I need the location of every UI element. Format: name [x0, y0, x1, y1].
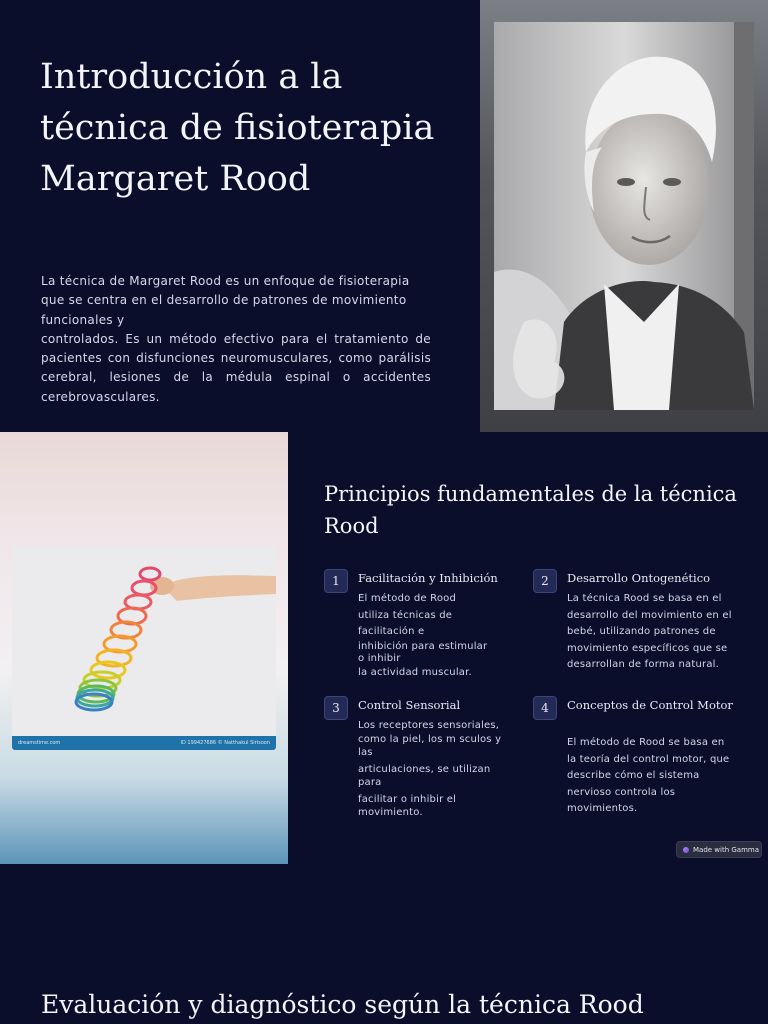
principle-description-part: Los receptores sensoriales, como la piel, los m sculos y las [358, 720, 502, 758]
principle-description-part: El método de Rood utiliza técnicas de facilitación e [358, 593, 457, 638]
slinky-illustration [12, 546, 276, 736]
slinky-image-panel [0, 432, 288, 864]
gamma-logo-icon [683, 847, 689, 853]
hero-description [41, 272, 431, 407]
principle-description-part: inhibición para estimular o inhibir [358, 640, 488, 664]
portrait-panel [480, 0, 768, 432]
principle-title: Conceptos de Control Motor [567, 698, 733, 712]
slinky-photo [12, 546, 276, 750]
principles-title: Principios fundamentales de la técnica Rood [324, 482, 737, 538]
principle-description-part: articulaciones, se utilizan para [358, 763, 491, 788]
made-with-gamma-badge[interactable] [676, 841, 762, 858]
principle-description-part: la actividad muscular. [358, 666, 472, 678]
portrait-illustration [494, 22, 754, 410]
principle-number: 3 [324, 696, 348, 720]
principle-description: La técnica Rood se basa en el desarrollo del movimiento en el bebé, utilizando patrones de movimiento específicos que se desarrollan de forma natural. [567, 593, 732, 671]
hero-description-paragraph-1: La técnica de Margaret Rood es un enfoque de fisioterapia que se centra en el desarrollo de patrones de movimiento funcionales y [41, 274, 410, 327]
watermark-left: dreamstime.com [18, 740, 61, 746]
principle-title: Facilitación y Inhibición [358, 571, 498, 585]
principle-description: El método de Rood se basa en la teoría del control motor, que describe cómo el sistema nervioso controla los movimientos. [567, 737, 730, 815]
principle-title: Control Sensorial [358, 698, 461, 712]
slinky-watermark-bar [12, 736, 276, 750]
evaluation-title: Evaluación y diagnóstico según la técnica Rood [41, 990, 644, 1019]
principle-description [358, 591, 488, 681]
hero-description-paragraph-2: controlados. Es un método efectivo para el tratamiento de pacientes con disfunciones neuromusculares, como parálisis cerebral, lesiones de la médula espinal o accidentes cerebrovasculares. [41, 331, 431, 404]
badge-label: Made with Gamma [693, 845, 760, 854]
principle-number: 4 [533, 696, 557, 720]
principle-number: 2 [533, 569, 557, 593]
principle-number: 1 [324, 569, 348, 593]
hero-title: Introducción a la técnica de fisioterapia Margaret Rood [40, 57, 435, 199]
principle-description [358, 719, 513, 820]
principle-title: Desarrollo Ontogenético [567, 571, 711, 585]
watermark-right: ID 199427686 © Natthakul Sirisoon [180, 740, 270, 746]
principle-description-part: facilitar o inhibir el movimiento. [358, 793, 457, 818]
margaret-rood-portrait [494, 22, 754, 410]
